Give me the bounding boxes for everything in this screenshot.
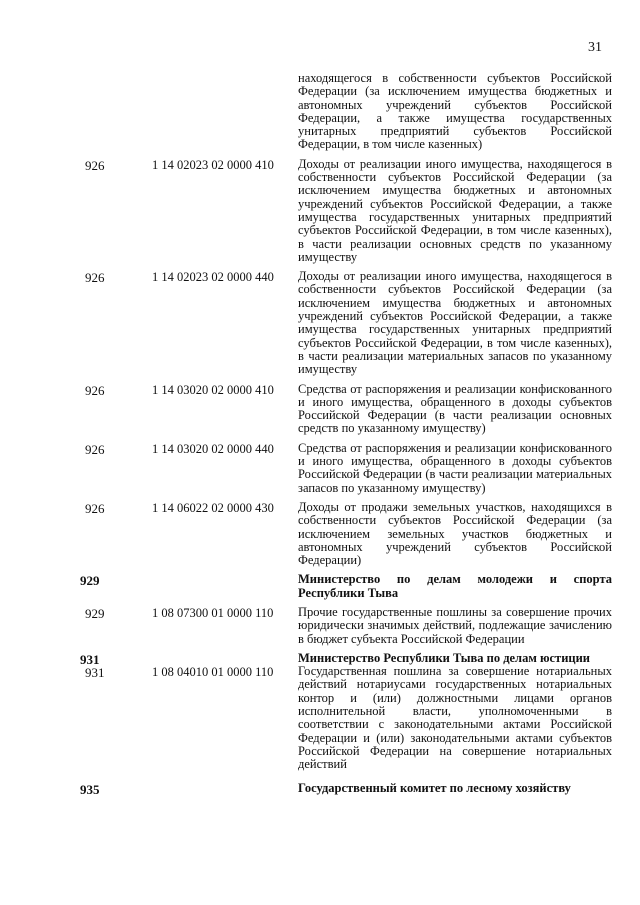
revenue-description: Доходы от реализации иного имущества, находящегося в собственности субъектов Российской Федерации (за исключением имущества бюджетных и автономных учреждений субъектов Российской Федерации, а также имущества государственных унитарных предприятий субъектов Российской Федерации, в том числе казенных), в части реализации материальных запасов по указанному имуществу: [298, 269, 612, 377]
table-row: [0, 606, 640, 646]
revenue-table: [0, 72, 640, 795]
admin-code: 926: [85, 157, 105, 173]
revenue-code: 1 14 03020 02 0000 440: [152, 441, 274, 456]
table-row: [0, 665, 640, 771]
ministry-heading: Министерство по делам молодежи и спорта Республики Тыва: [298, 572, 612, 600]
revenue-description: Государственная пошлина за совершение нотариальных действий нотариусами государственных нотариальных контор и (или) должностными лицами органов исполнительной власти, уполномоченными в соответствии с законодательными актами Российской Федерации и (или) законодательными актами субъектов Российской Федерации на совершение нотариальных действий: [298, 664, 612, 772]
revenue-code: 1 08 07300 01 0000 110: [152, 605, 274, 620]
table-row: [0, 72, 640, 152]
table-row: [0, 442, 640, 495]
page-number: 31: [588, 40, 602, 55]
revenue-code: 1 14 02023 02 0000 410: [152, 157, 274, 172]
admin-code: 931: [85, 665, 105, 681]
table-row-ministry: [0, 573, 640, 600]
revenue-description: Средства от распоряжения и реализации конфискованного и иного имущества, обращенного в доходы субъектов Российской Федерации (в части реализации основных средств по указанному имуществу): [298, 381, 612, 436]
revenue-code: 1 14 02023 02 0000 440: [152, 270, 274, 285]
admin-code: 935: [80, 781, 100, 797]
revenue-description: Средства от распоряжения и реализации конфискованного и иного имущества, обращенного в доходы субъектов Российской Федерации (в части реализации материальных запасов по указанному имуществу): [298, 440, 612, 495]
table-row: [0, 501, 640, 567]
revenue-code: 1 14 03020 02 0000 410: [152, 382, 274, 397]
table-row: [0, 383, 640, 436]
admin-code: 929: [80, 573, 100, 589]
table-row: [0, 270, 640, 376]
ministry-heading: Министерство Республики Тыва по делам юстиции: [298, 650, 591, 665]
table-row-ministry: [0, 782, 640, 795]
revenue-description: находящегося в собственности субъектов Российской Федерации (за исключением имущества бюджетных и автономных учреждений субъектов Российской Федерации, а также имущества государственных унитарных предприятий субъектов Российской Федерации, в том числе казенных): [298, 71, 612, 152]
ministry-heading: Государственный комитет по лесному хозяйству: [298, 780, 571, 795]
revenue-description: Прочие государственные пошлины за совершение прочих юридически значимых действий, подлежащие зачислению в бюджет субъекта Российской Федерации: [298, 604, 612, 646]
admin-code: 926: [85, 270, 105, 286]
admin-code: 929: [85, 605, 105, 621]
revenue-description: Доходы от реализации иного имущества, находящегося в собственности субъектов Российской Федерации (за исключением имущества бюджетных и автономных учреждений субъектов Российской Федерации, а также имущества государственных унитарных предприятий субъектов Российской Федерации, в том числе казенных), в части реализации основных средств по указанному имуществу: [298, 156, 612, 264]
table-row: [0, 158, 640, 264]
revenue-description: Доходы от продажи земельных участков, находящихся в собственности субъектов Российской Федерации (за исключением земельных участков бюджетных и автономных учреждений субъектов Российской Федерации): [298, 499, 612, 568]
admin-code: 931: [80, 651, 100, 667]
revenue-code: 1 08 04010 01 0000 110: [152, 665, 274, 680]
table-row-ministry: [0, 652, 640, 665]
admin-code: 926: [85, 500, 105, 516]
admin-code: 926: [85, 382, 105, 398]
revenue-code: 1 14 06022 02 0000 430: [152, 500, 274, 515]
admin-code: 926: [85, 441, 105, 457]
